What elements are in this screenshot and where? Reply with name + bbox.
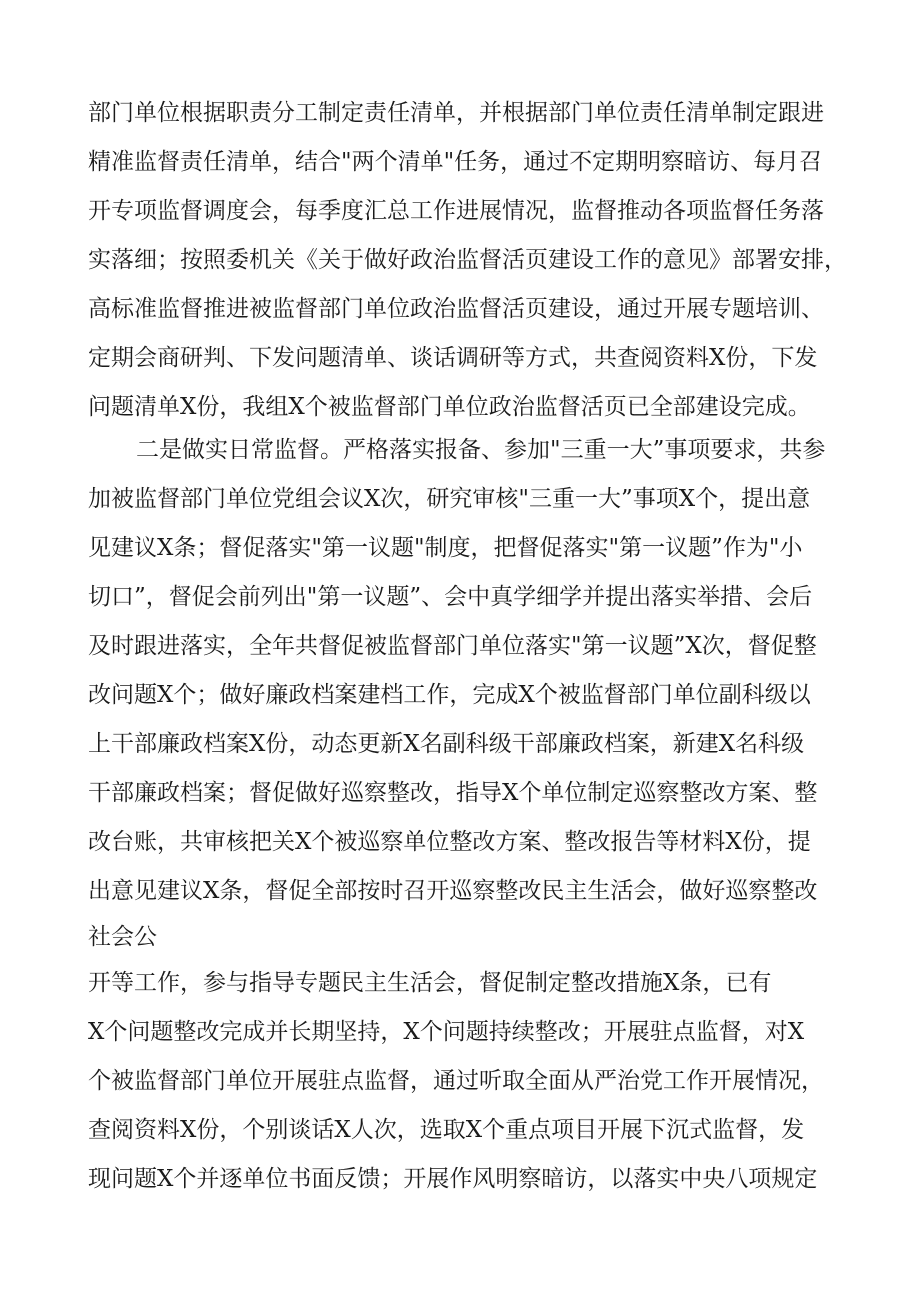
text-line: 加被监督部门单位党组会议X次，研究审核"三重一大”事项X个，提出意 — [88, 486, 811, 512]
text-line: 及时跟进落实，全年共督促被监督部门单位落实"第一议题”X次，督促整 — [88, 633, 817, 659]
text-line: 切口”，督促会前列出"第一议题”、会中真学细学并提出落实举措、会后 — [88, 584, 813, 610]
text-line: 定期会商研判、下发问题清单、谈话调研等方式，共查阅资料X份，下发 — [88, 345, 818, 371]
text-line: 部门单位根据职责分工制定责任清单，并根据部门单位责任清单制定跟进 — [88, 100, 824, 126]
text-line: 开等工作，参与指导专题民主生活会，督促制定整改措施X条，已有 — [88, 970, 772, 996]
text-line: 精准监督责任清单，结合"两个清单"任务，通过不定期明察暗访、每月召 — [88, 149, 823, 175]
text-line: X个问题整改完成并长期坚持，X个问题持续整改；开展驻点监督，对X — [88, 1019, 805, 1045]
text-line: 实落细；按照委机关《关于做好政治监督活页建设工作的意见》部署安排， — [88, 247, 847, 273]
text-line: 现问题X个并逐单位书面反馈；开展作风明察暗访，以落实中央八项规定 — [88, 1166, 818, 1192]
text-line: 干部廉政档案；督促做好巡察整改，指导X个单位制定巡察整改方案、整 — [88, 780, 818, 806]
text-line: 高标准监督推进被监督部门单位政治监督活页建设，通过开展专题培训、 — [88, 296, 824, 322]
text-line: 个被监督部门单位开展驻点监督，通过听取全面从严治党工作开展情况， — [88, 1068, 824, 1094]
text-line: 问题清单X份，我组X个被监督部门单位政治监督活页已全部建设完成。 — [88, 394, 811, 420]
text-line: 出意见建议X条，督促全部按时召开巡察整改民主生活会，做好巡察整改 — [88, 878, 818, 904]
text-line: 上干部廉政档案X份，动态更新X名副科级干部廉政档案，新建X名科级 — [88, 731, 805, 757]
text-line: 查阅资料X份，个别谈话X人次，选取X个重点项目开展下沉式监督，发 — [88, 1117, 805, 1143]
text-line: 改台账，共审核把关X个被巡察单位整改方案、整改报告等材料X份，提 — [88, 829, 811, 855]
text-line: 改问题X个；做好廉政档案建档工作，完成X个被监督部门单位副科级以 — [88, 682, 811, 708]
paragraph-first-line: 二是做实日常监督。严格落实报备、参加"三重一大”事项要求，共参 — [136, 437, 826, 463]
text-line: 社会公 — [88, 924, 157, 950]
text-line: 见建议X条；督促落实"第一议题"制度，把督促落实"第一议题”作为"小 — [88, 535, 803, 561]
text-line: 开专项监督调度会，每季度汇总工作进展情况，监督推动各项监督任务落 — [88, 198, 824, 224]
